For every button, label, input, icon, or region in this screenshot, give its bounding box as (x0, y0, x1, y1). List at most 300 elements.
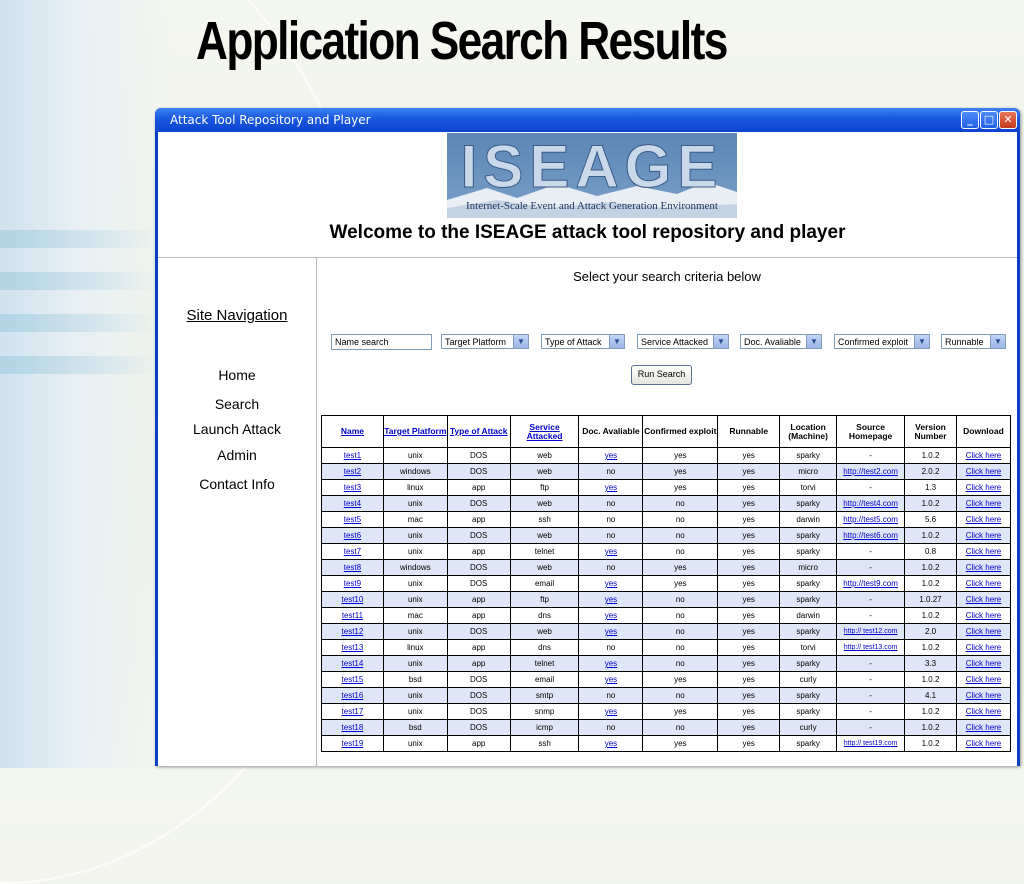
cell-type-of-attack: DOS (447, 448, 510, 464)
column-header-version-number: Version Number (905, 416, 957, 448)
tool-name-link[interactable]: test15 (341, 675, 364, 684)
homepage-link[interactable]: http://test6.com (843, 531, 898, 540)
cell-version-number: 1.0.2 (905, 576, 957, 592)
close-button[interactable]: ✕ (999, 111, 1017, 129)
page-header (158, 132, 1017, 258)
cell-type-of-attack: DOS (447, 688, 510, 704)
cell-type-of-attack: DOS (447, 704, 510, 720)
cell-confirmed-exploit: no (643, 688, 718, 704)
doc-link[interactable]: yes (604, 627, 618, 636)
table-row (322, 688, 1011, 704)
cell-service-attacked: web (510, 448, 579, 464)
homepage-link[interactable]: http://test2.com (843, 467, 898, 476)
cell-doc-avaliable: no (579, 560, 643, 576)
cell-type-of-attack: app (447, 608, 510, 624)
cell-location-machine: sparky (780, 592, 837, 608)
cell-confirmed-exploit: yes (643, 464, 718, 480)
cell-location-machine: sparky (780, 736, 837, 752)
cell-version-number: 1.0.2 (905, 608, 957, 624)
cell-target-platform: unix (383, 544, 447, 560)
cell-runnable: yes (718, 720, 780, 736)
table-row (322, 592, 1011, 608)
nav-launch-attack[interactable]: Launch Attack (193, 421, 281, 437)
cell-source-homepage: - (837, 672, 905, 688)
cell-type-of-attack: DOS (447, 672, 510, 688)
service-attacked-select[interactable]: Service Attacked ▼ (637, 334, 729, 349)
tool-name-link[interactable]: test4 (343, 499, 362, 508)
tool-name-link[interactable]: test3 (343, 483, 362, 492)
results-table (321, 415, 1011, 752)
cell-type-of-attack: DOS (447, 720, 510, 736)
cell-doc-avaliable[interactable] (579, 480, 643, 496)
tool-name-link[interactable]: test19 (341, 739, 364, 748)
cell-version-number: 1.0.2 (905, 672, 957, 688)
cell-version-number: 1.0.2 (905, 736, 957, 752)
table-row (322, 560, 1011, 576)
table-row (322, 528, 1011, 544)
tool-name-link[interactable]: test8 (343, 563, 362, 572)
column-header-doc-avaliable: Doc. Avaliable (579, 416, 643, 448)
cell-name[interactable] (322, 512, 384, 528)
cell-target-platform: unix (383, 736, 447, 752)
cell-confirmed-exploit: no (643, 608, 718, 624)
name-search-input[interactable]: Name search (331, 334, 432, 350)
cell-name[interactable] (322, 608, 384, 624)
column-header-target-platform[interactable]: Target Platform (383, 416, 447, 448)
cell-source-homepage: - (837, 656, 905, 672)
runnable-select[interactable]: Runnable ▼ (941, 334, 1006, 349)
cell-doc-avaliable: no (579, 640, 643, 656)
cell-service-attacked: telnet (510, 544, 579, 560)
cell-name[interactable] (322, 624, 384, 640)
cell-type-of-attack: DOS (447, 560, 510, 576)
column-header-service-attacked[interactable]: Service Attacked (510, 416, 579, 448)
cell-doc-avaliable[interactable] (579, 704, 643, 720)
cell-confirmed-exploit: yes (643, 736, 718, 752)
cell-service-attacked: ssh (510, 512, 579, 528)
cell-download[interactable] (956, 448, 1010, 464)
cell-location-machine: curly (780, 720, 837, 736)
cell-name[interactable] (322, 480, 384, 496)
cell-version-number: 1.0.2 (905, 704, 957, 720)
tool-name-link[interactable]: test9 (343, 579, 362, 588)
cell-service-attacked: web (510, 464, 579, 480)
cell-runnable: yes (718, 544, 780, 560)
cell-doc-avaliable[interactable] (579, 656, 643, 672)
table-row (322, 448, 1011, 464)
cell-target-platform: mac (383, 512, 447, 528)
cell-type-of-attack: app (447, 512, 510, 528)
cell-version-number: 0.8 (905, 544, 957, 560)
tool-name-link[interactable]: test5 (343, 515, 362, 524)
column-header-name[interactable]: Name (322, 416, 384, 448)
cell-location-machine: sparky (780, 704, 837, 720)
cell-runnable: yes (718, 640, 780, 656)
download-link[interactable]: Click here (965, 739, 1002, 748)
cell-download[interactable] (956, 544, 1010, 560)
cell-type-of-attack: DOS (447, 464, 510, 480)
table-row (322, 576, 1011, 592)
cell-version-number: 2.0.2 (905, 464, 957, 480)
table-body (322, 448, 1011, 752)
type-of-attack-select[interactable]: Type of Attack ▼ (541, 334, 625, 349)
cell-runnable: yes (718, 576, 780, 592)
download-link[interactable]: Click here (965, 643, 1002, 652)
cell-service-attacked: email (510, 576, 579, 592)
tool-name-link[interactable]: test6 (343, 531, 362, 540)
cell-version-number: 1.0.2 (905, 560, 957, 576)
download-link[interactable]: Click here (965, 499, 1002, 508)
cell-download[interactable] (956, 464, 1010, 480)
cell-location-machine: torvi (780, 640, 837, 656)
table-row (322, 464, 1011, 480)
cell-name[interactable] (322, 688, 384, 704)
table-row (322, 720, 1011, 736)
nav-home[interactable]: Home (218, 367, 256, 383)
cell-location-machine: sparky (780, 544, 837, 560)
chevron-down-icon: ▼ (713, 335, 728, 348)
tool-name-link[interactable]: test14 (341, 659, 364, 668)
cell-target-platform: unix (383, 592, 447, 608)
content-area (158, 258, 1017, 766)
table-row (322, 624, 1011, 640)
cell-download[interactable] (956, 736, 1010, 752)
cell-target-platform: unix (383, 704, 447, 720)
cell-confirmed-exploit: no (643, 640, 718, 656)
cell-download[interactable] (956, 528, 1010, 544)
column-header-location-machine: Location (Machine) (780, 416, 837, 448)
cell-download[interactable] (956, 640, 1010, 656)
download-link[interactable]: Click here (965, 675, 1002, 684)
cell-type-of-attack: DOS (447, 576, 510, 592)
cell-source-homepage[interactable] (837, 640, 905, 656)
cell-source-homepage: - (837, 544, 905, 560)
homepage-link[interactable]: http://test5.com (843, 515, 898, 524)
cell-location-machine: sparky (780, 688, 837, 704)
cell-source-homepage[interactable] (837, 528, 905, 544)
cell-doc-avaliable[interactable] (579, 608, 643, 624)
slide-background-stripe (0, 230, 160, 248)
cell-location-machine: sparky (780, 624, 837, 640)
cell-runnable: yes (718, 560, 780, 576)
cell-doc-avaliable[interactable] (579, 544, 643, 560)
logo-subtitle: Internet-Scale Event and Attack Generation Environment (466, 200, 718, 212)
cell-doc-avaliable[interactable] (579, 592, 643, 608)
cell-name[interactable] (322, 704, 384, 720)
cell-location-machine: sparky (780, 656, 837, 672)
cell-name[interactable] (322, 640, 384, 656)
cell-service-attacked: email (510, 672, 579, 688)
cell-runnable: yes (718, 656, 780, 672)
cell-doc-avaliable[interactable] (579, 672, 643, 688)
cell-confirmed-exploit: yes (643, 704, 718, 720)
cell-name[interactable] (322, 448, 384, 464)
cell-name[interactable] (322, 528, 384, 544)
cell-location-machine: torvi (780, 480, 837, 496)
cell-location-machine: micro (780, 560, 837, 576)
cell-confirmed-exploit: no (643, 544, 718, 560)
download-link[interactable]: Click here (965, 659, 1002, 668)
cell-download[interactable] (956, 672, 1010, 688)
tool-name-link[interactable]: test10 (341, 595, 364, 604)
download-link[interactable]: Click here (965, 707, 1002, 716)
cell-type-of-attack: app (447, 736, 510, 752)
tool-name-link[interactable]: test18 (341, 723, 364, 732)
cell-service-attacked: ftp (510, 592, 579, 608)
table-header-row (322, 416, 1011, 448)
doc-link[interactable]: yes (604, 659, 618, 668)
cell-name[interactable] (322, 720, 384, 736)
cell-download[interactable] (956, 704, 1010, 720)
window-client (158, 132, 1017, 766)
cell-runnable: yes (718, 704, 780, 720)
tool-name-link[interactable]: test2 (343, 467, 362, 476)
cell-name[interactable] (322, 576, 384, 592)
cell-service-attacked: ftp (510, 480, 579, 496)
cell-confirmed-exploit: yes (643, 480, 718, 496)
download-link[interactable]: Click here (965, 691, 1002, 700)
cell-type-of-attack: app (447, 592, 510, 608)
cell-version-number: 1.0.2 (905, 448, 957, 464)
table-row (322, 672, 1011, 688)
cell-runnable: yes (718, 528, 780, 544)
doc-link[interactable]: yes (604, 595, 618, 604)
cell-target-platform: mac (383, 608, 447, 624)
window-title: Attack Tool Repository and Player (170, 113, 371, 127)
cell-doc-avaliable: no (579, 512, 643, 528)
cell-confirmed-exploit: no (643, 624, 718, 640)
cell-service-attacked: web (510, 528, 579, 544)
download-link[interactable]: Click here (965, 451, 1002, 460)
chevron-down-icon: ▼ (609, 335, 624, 348)
chevron-down-icon: ▼ (513, 335, 528, 348)
cell-target-platform: unix (383, 528, 447, 544)
download-link[interactable]: Click here (965, 547, 1002, 556)
homepage-link[interactable]: http://test9.com (843, 579, 898, 588)
table-row (322, 608, 1011, 624)
cell-version-number: 1.0.27 (905, 592, 957, 608)
cell-download[interactable] (956, 576, 1010, 592)
cell-confirmed-exploit: no (643, 656, 718, 672)
table-row (322, 736, 1011, 752)
welcome-heading: Welcome to the ISEAGE attack tool repository and player (329, 222, 846, 243)
minimize-button[interactable]: _ (961, 111, 979, 129)
doc-link[interactable]: yes (604, 451, 618, 460)
cell-location-machine: sparky (780, 576, 837, 592)
cell-source-homepage[interactable] (837, 736, 905, 752)
cell-download[interactable] (956, 512, 1010, 528)
cell-type-of-attack: app (447, 544, 510, 560)
chevron-down-icon: ▼ (990, 335, 1005, 348)
run-search-button[interactable]: Run Search (631, 365, 692, 385)
table-row (322, 656, 1011, 672)
cell-version-number: 4.1 (905, 688, 957, 704)
cell-source-homepage: - (837, 592, 905, 608)
cell-location-machine: micro (780, 464, 837, 480)
homepage-link[interactable]: http:// test19.com (843, 740, 898, 747)
cell-name[interactable] (322, 496, 384, 512)
cell-target-platform: windows (383, 560, 447, 576)
cell-download[interactable] (956, 496, 1010, 512)
maximize-button[interactable]: □ (980, 111, 998, 129)
cell-version-number: 2.0 (905, 624, 957, 640)
tool-name-link[interactable]: test13 (341, 643, 364, 652)
doc-link[interactable]: yes (604, 547, 618, 556)
nav-contact-info[interactable]: Contact Info (199, 476, 275, 492)
cell-confirmed-exploit: no (643, 592, 718, 608)
cell-download[interactable] (956, 560, 1010, 576)
homepage-link[interactable]: http:// test13.com (843, 644, 898, 651)
download-link[interactable]: Click here (965, 531, 1002, 540)
cell-type-of-attack: DOS (447, 624, 510, 640)
cell-download[interactable] (956, 720, 1010, 736)
window-titlebar[interactable] (155, 108, 1020, 132)
cell-name[interactable] (322, 592, 384, 608)
download-link[interactable]: Click here (965, 627, 1002, 636)
cell-target-platform: unix (383, 624, 447, 640)
cell-runnable: yes (718, 624, 780, 640)
cell-target-platform: unix (383, 496, 447, 512)
cell-target-platform: unix (383, 576, 447, 592)
cell-runnable: yes (718, 496, 780, 512)
homepage-link[interactable]: http:// test12.com (843, 628, 898, 635)
confirmed-exploit-select[interactable]: Confirmed exploit ▼ (834, 334, 930, 349)
download-link[interactable]: Click here (965, 467, 1002, 476)
doc-link[interactable]: yes (604, 739, 618, 748)
logo-wordmark: ISEAGE (460, 133, 724, 200)
cell-runnable: yes (718, 464, 780, 480)
cell-service-attacked: ssh (510, 736, 579, 752)
cell-source-homepage: - (837, 448, 905, 464)
download-link[interactable]: Click here (965, 515, 1002, 524)
table-row (322, 544, 1011, 560)
cell-source-homepage[interactable] (837, 464, 905, 480)
cell-download[interactable] (956, 624, 1010, 640)
cell-service-attacked: dns (510, 608, 579, 624)
table-row (322, 640, 1011, 656)
tool-name-link[interactable]: test7 (343, 547, 362, 556)
target-platform-select[interactable]: Target Platform ▼ (441, 334, 529, 349)
nav-admin[interactable]: Admin (217, 447, 257, 463)
cell-version-number: 1.0.2 (905, 640, 957, 656)
cell-confirmed-exploit: yes (643, 576, 718, 592)
cell-confirmed-exploit: no (643, 496, 718, 512)
cell-source-homepage: - (837, 608, 905, 624)
cell-type-of-attack: app (447, 640, 510, 656)
cell-name[interactable] (322, 560, 384, 576)
doc-link[interactable]: yes (604, 675, 618, 684)
cell-name[interactable] (322, 672, 384, 688)
cell-location-machine: sparky (780, 528, 837, 544)
cell-confirmed-exploit: no (643, 528, 718, 544)
column-header-type-of-attack[interactable]: Type of Attack (447, 416, 510, 448)
cell-name[interactable] (322, 544, 384, 560)
doc-link[interactable]: yes (604, 707, 618, 716)
download-link[interactable]: Click here (965, 595, 1002, 604)
search-panel (317, 258, 1017, 766)
cell-runnable: yes (718, 736, 780, 752)
tool-name-link[interactable]: test16 (341, 691, 364, 700)
table-row (322, 704, 1011, 720)
doc-link[interactable]: yes (604, 579, 618, 588)
cell-target-platform: unix (383, 656, 447, 672)
doc-available-select[interactable]: Doc. Avaliable ▼ (740, 334, 822, 349)
cell-source-homepage: - (837, 480, 905, 496)
download-link[interactable]: Click here (965, 611, 1002, 620)
cell-runnable: yes (718, 688, 780, 704)
download-link[interactable]: Click here (965, 579, 1002, 588)
cell-source-homepage[interactable] (837, 512, 905, 528)
doc-link[interactable]: yes (604, 611, 618, 620)
homepage-link[interactable]: http://test4.com (843, 499, 898, 508)
cell-target-platform: unix (383, 688, 447, 704)
cell-version-number: 3.3 (905, 656, 957, 672)
tool-name-link[interactable]: test12 (341, 627, 364, 636)
column-header-download: Download (956, 416, 1010, 448)
cell-location-machine: darwin (780, 512, 837, 528)
cell-service-attacked: web (510, 560, 579, 576)
cell-location-machine: sparky (780, 496, 837, 512)
slide-background-stripe (0, 272, 160, 290)
cell-target-platform: linux (383, 480, 447, 496)
tool-name-link[interactable]: test11 (341, 611, 364, 620)
search-criteria-text: Select your search criteria below (573, 269, 761, 284)
cell-runnable: yes (718, 480, 780, 496)
tool-name-link[interactable]: test17 (341, 707, 364, 716)
table-row (322, 496, 1011, 512)
cell-download[interactable] (956, 688, 1010, 704)
cell-type-of-attack: DOS (447, 528, 510, 544)
cell-doc-avaliable: no (579, 720, 643, 736)
cell-target-platform: bsd (383, 672, 447, 688)
slide-background-stripe (0, 356, 160, 374)
chevron-down-icon: ▼ (914, 335, 929, 348)
doc-link[interactable]: yes (604, 483, 618, 492)
download-link[interactable]: Click here (965, 563, 1002, 572)
cell-source-homepage[interactable] (837, 624, 905, 640)
cell-doc-avaliable[interactable] (579, 576, 643, 592)
cell-type-of-attack: DOS (447, 496, 510, 512)
cell-source-homepage: - (837, 704, 905, 720)
cell-doc-avaliable: no (579, 464, 643, 480)
cell-doc-avaliable[interactable] (579, 624, 643, 640)
cell-source-homepage[interactable] (837, 496, 905, 512)
cell-doc-avaliable[interactable] (579, 448, 643, 464)
cell-version-number: 1.0.2 (905, 720, 957, 736)
nav-search[interactable]: Search (214, 396, 260, 412)
cell-location-machine: darwin (780, 608, 837, 624)
cell-service-attacked: dns (510, 640, 579, 656)
sidebar (158, 258, 317, 766)
cell-name[interactable] (322, 656, 384, 672)
cell-doc-avaliable[interactable] (579, 736, 643, 752)
cell-download[interactable] (956, 592, 1010, 608)
download-link[interactable]: Click here (965, 723, 1002, 732)
cell-source-homepage[interactable] (837, 576, 905, 592)
column-header-runnable: Runnable (718, 416, 780, 448)
cell-source-homepage: - (837, 720, 905, 736)
cell-download[interactable] (956, 656, 1010, 672)
tool-name-link[interactable]: test1 (343, 451, 362, 460)
cell-name[interactable] (322, 736, 384, 752)
cell-type-of-attack: app (447, 480, 510, 496)
column-header-confirmed-exploit: Confirmed exploit (643, 416, 718, 448)
download-link[interactable]: Click here (965, 483, 1002, 492)
cell-download[interactable] (956, 608, 1010, 624)
cell-runnable: yes (718, 592, 780, 608)
cell-name[interactable] (322, 464, 384, 480)
cell-download[interactable] (956, 480, 1010, 496)
